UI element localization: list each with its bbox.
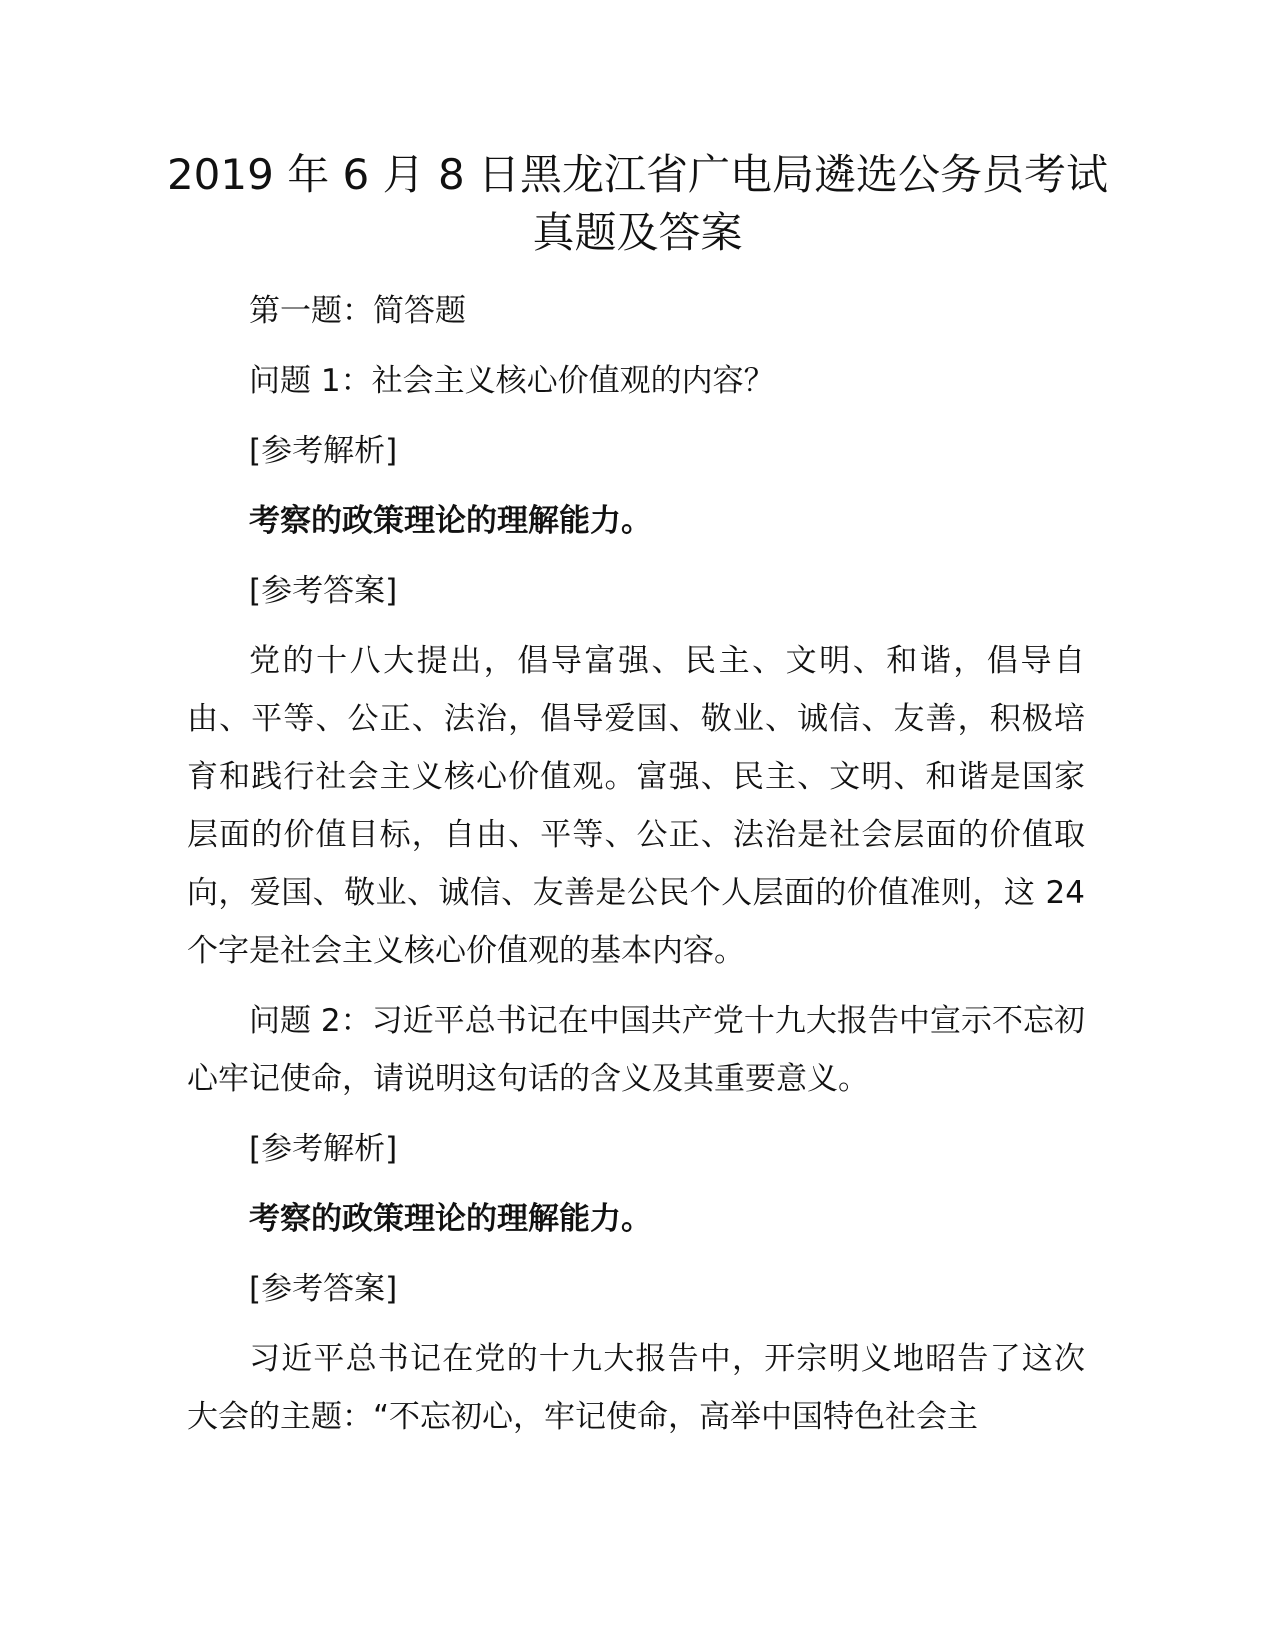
analysis-text-1: 考察的政策理论的理解能力。 [249,503,652,539]
question-2: 问题 2：习近平总书记在中国共产党十九大报告中宣示不忘初心牢记使命，请说明这句话的含义及其重要意义。 [187,1003,1085,1097]
question-1: 问题 1：社会主义核心价值观的内容？ [249,363,775,399]
document-body [187,282,1085,1458]
analysis-text-2: 考察的政策理论的理解能力。 [249,1201,652,1237]
answer-label-1: [参考答案] [249,573,398,609]
analysis-label-1: [参考解析] [249,433,398,469]
analysis-label-2: [参考解析] [249,1131,398,1167]
section-heading: 第一题：简答题 [249,293,466,329]
answer-text-1: 党的十八大提出，倡导富强、民主、文明、和谐，倡导自由、平等、公正、法治，倡导爱国、敬业、诚信、友善，积极培育和践行社会主义核心价值观。富强、民主、文明、和谐是国家层面的价值目标，自由、平等、公正、法治是社会层面的价值取向，爱国、敬业、诚信、友善是公民个人层面的价值准则，这 24 个字是社会主义核心价值观的基本内容。 [187,643,1085,969]
document-title: 2019 年 6 月 8 日黑龙江省广电局遴选公务员考试真题及答案 [166,150,1109,257]
answer-text-2: 习近平总书记在党的十九大报告中，开宗明义地昭告了这次大会的主题：“不忘初心，牢记使命，高举中国特色社会主 [187,1341,1085,1435]
answer-label-2: [参考答案] [249,1271,398,1307]
